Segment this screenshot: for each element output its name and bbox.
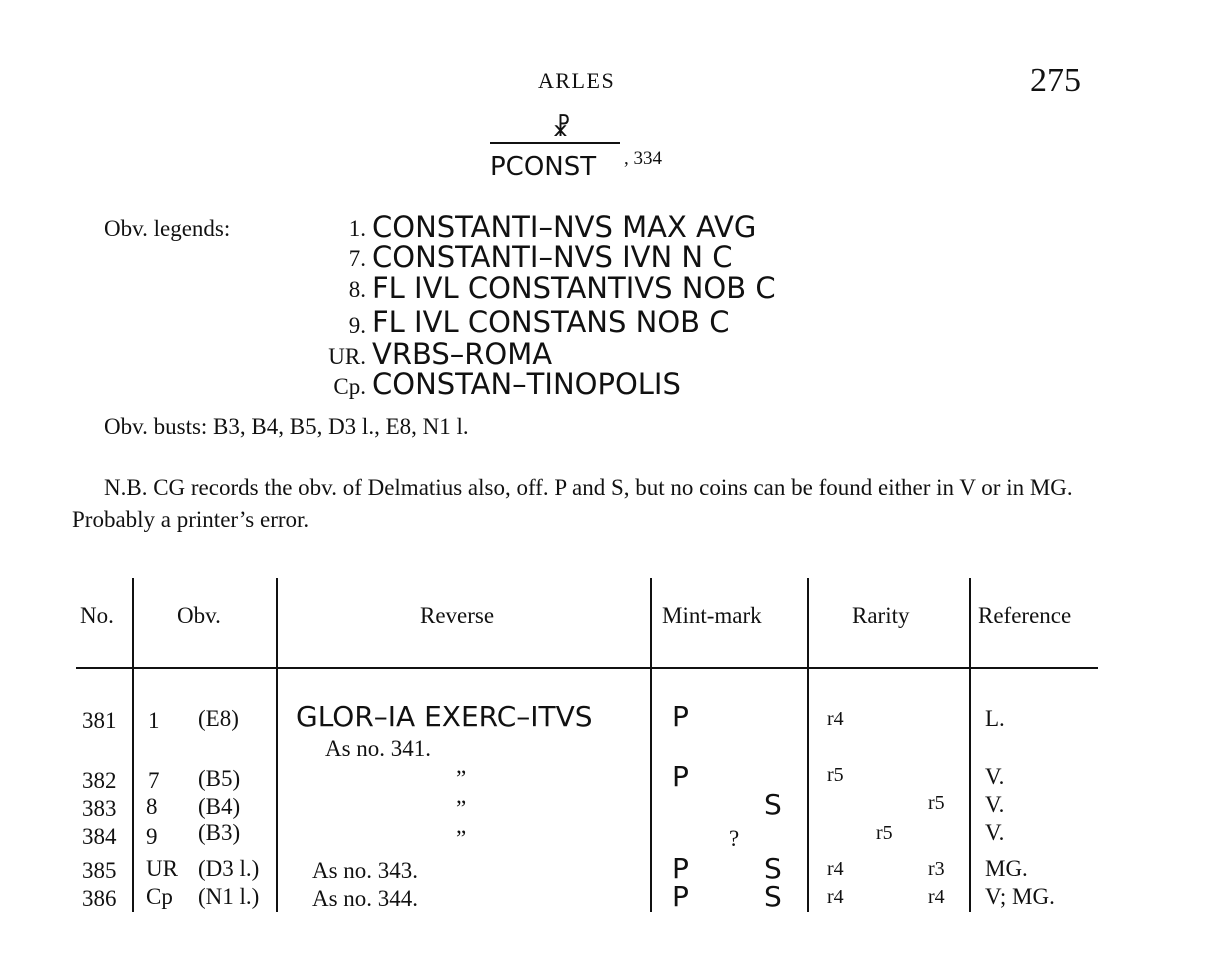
reverse-reference: As no. 344. bbox=[312, 886, 419, 911]
reference: L. bbox=[985, 706, 1005, 731]
reference: V. bbox=[985, 792, 1005, 817]
mint-uncertain: ? bbox=[729, 826, 740, 851]
header-reference: Reference bbox=[978, 603, 1072, 628]
row-number: 383 bbox=[82, 796, 117, 821]
legend-number: Cp. bbox=[333, 374, 366, 399]
obv-number: 8 bbox=[146, 794, 158, 819]
obv-bust: (B4) bbox=[198, 794, 241, 819]
mint-p: P bbox=[672, 852, 689, 885]
mint-s: S bbox=[764, 880, 782, 913]
legend-text: CONSTANTI–NVS MAX AVG bbox=[372, 210, 757, 244]
legend-number: 1. bbox=[348, 216, 366, 241]
obv-bust: (N1 l.) bbox=[198, 884, 260, 909]
rarity-uncertain: r5 bbox=[876, 822, 893, 844]
obv-number: Cp bbox=[146, 884, 173, 909]
note-paragraph: N.B. CG records the obv. of Delmatius also, off. P and S, but no coins can be found either in V or in MG. Probably a printer’s error. bbox=[72, 475, 1073, 532]
obv-bust: (B3) bbox=[198, 820, 241, 845]
header-rule bbox=[76, 667, 1098, 669]
row-number: 385 bbox=[82, 858, 117, 883]
row-number: 381 bbox=[82, 708, 117, 733]
rarity-s: r5 bbox=[928, 792, 945, 814]
column-rule bbox=[650, 578, 652, 912]
legend-number: 8. bbox=[348, 277, 366, 302]
column-rule bbox=[276, 578, 278, 912]
reverse-type: GLOR–IA EXERC–ITVS bbox=[296, 700, 593, 733]
obverse-legends-label: Obv. legends: bbox=[104, 216, 231, 241]
column-rule bbox=[969, 578, 971, 912]
header-reverse: Reverse bbox=[420, 603, 495, 628]
column-rule bbox=[807, 578, 809, 912]
legend-number: UR. bbox=[328, 344, 366, 369]
mintmark-text: PCONST bbox=[490, 152, 597, 182]
rarity-p: r4 bbox=[827, 886, 844, 908]
mint-s: S bbox=[764, 852, 782, 885]
obv-number: 7 bbox=[148, 768, 160, 793]
ditto-mark: ” bbox=[456, 826, 467, 851]
legend-text: VRBS–ROMA bbox=[372, 337, 553, 371]
reference: V. bbox=[985, 820, 1005, 845]
mint-p: P bbox=[672, 760, 689, 793]
rarity-p: r4 bbox=[827, 858, 844, 880]
obv-number: 9 bbox=[146, 824, 158, 849]
header-rarity: Rarity bbox=[852, 603, 910, 628]
rarity-s: r3 bbox=[928, 858, 945, 880]
obv-bust: (E8) bbox=[198, 706, 239, 731]
obv-number: 1 bbox=[148, 708, 160, 733]
mint-p: P bbox=[672, 880, 689, 913]
reference: MG. bbox=[985, 856, 1028, 881]
legend-number: 9. bbox=[348, 313, 366, 338]
reverse-reference: As no. 343. bbox=[312, 858, 419, 883]
column-rule bbox=[132, 578, 134, 912]
header-obv: Obv. bbox=[177, 603, 221, 628]
ditto-mark: ” bbox=[456, 766, 467, 791]
obv-number: UR bbox=[146, 856, 178, 881]
running-head: ARLES bbox=[538, 68, 616, 93]
reverse-reference: As no. 341. bbox=[325, 736, 432, 761]
row-number: 386 bbox=[82, 886, 117, 911]
legend-text: CONSTANTI–NVS IVN N C bbox=[372, 240, 733, 274]
page-number: 275 bbox=[1030, 62, 1081, 99]
reference: V. bbox=[985, 764, 1005, 789]
obv-bust: (B5) bbox=[198, 766, 241, 791]
header-mint-mark: Mint-mark bbox=[662, 603, 762, 628]
reference: V; MG. bbox=[985, 884, 1055, 909]
mint-p: P bbox=[672, 700, 689, 733]
legend-text: FL IVL CONSTANS NOB C bbox=[372, 305, 730, 339]
obverse-busts: Obv. busts: B3, B4, B5, D3 l., E8, N1 l. bbox=[104, 414, 469, 439]
mintmark-rule bbox=[490, 142, 620, 144]
rarity-p: r5 bbox=[827, 764, 844, 786]
legend-text: CONSTAN–TINOPOLIS bbox=[372, 367, 681, 401]
rarity-s: r4 bbox=[928, 886, 945, 908]
row-number: 384 bbox=[82, 824, 117, 849]
row-number: 382 bbox=[82, 768, 117, 793]
ditto-mark: ” bbox=[456, 796, 467, 821]
legend-number: 7. bbox=[348, 246, 366, 271]
obv-bust: (D3 l.) bbox=[198, 856, 260, 881]
legend-text: FL IVL CONSTANTIVS NOB C bbox=[372, 271, 776, 305]
header-no: No. bbox=[80, 603, 114, 628]
mint-s: S bbox=[764, 788, 782, 821]
rarity-p: r4 bbox=[827, 708, 844, 730]
mintmark-date: , 334 bbox=[624, 148, 662, 169]
chi-rho-symbol: ☧ bbox=[552, 116, 571, 142]
